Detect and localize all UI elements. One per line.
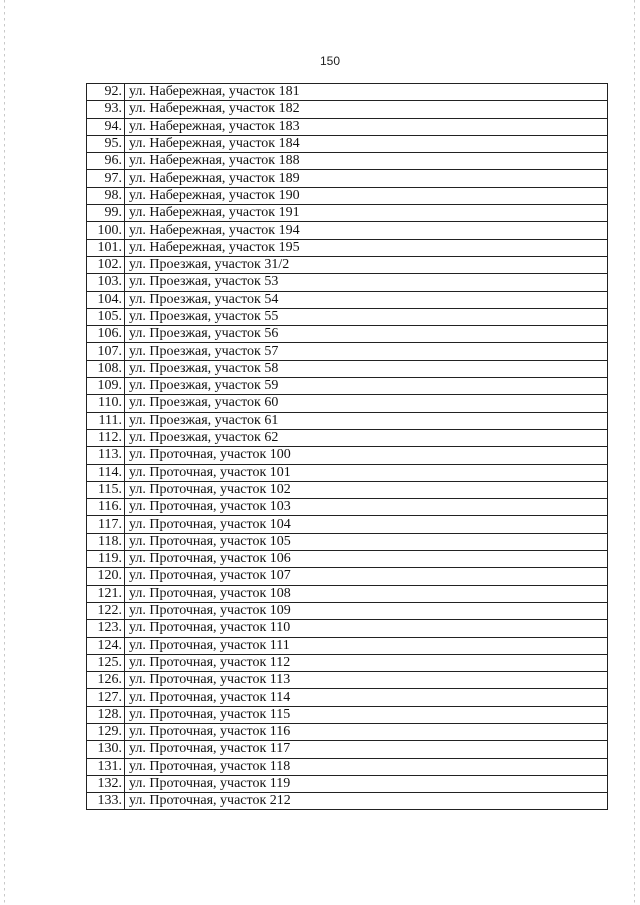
row-address: ул. Проезжая, участок 53: [125, 274, 608, 291]
row-address: ул. Проточная, участок 103: [125, 499, 608, 516]
row-number: 117.: [87, 516, 125, 533]
row-number: 116.: [87, 499, 125, 516]
table-row: [87, 672, 608, 689]
row-number: 97.: [87, 170, 125, 187]
right-edge-scan-marks: [634, 0, 635, 905]
row-number: 96.: [87, 153, 125, 170]
row-address: ул. Проезжая, участок 56: [125, 326, 608, 343]
row-number: 123.: [87, 620, 125, 637]
table-row: [87, 378, 608, 395]
row-number: 129.: [87, 723, 125, 740]
row-address: ул. Проточная, участок 104: [125, 516, 608, 533]
table-row: [87, 637, 608, 654]
table-row: [87, 205, 608, 222]
table-row: [87, 239, 608, 256]
table-row: [87, 793, 608, 810]
address-table-body: [87, 84, 608, 810]
row-number: 93.: [87, 101, 125, 118]
row-number: 126.: [87, 672, 125, 689]
row-address: ул. Проезжая, участок 57: [125, 343, 608, 360]
row-number: 101.: [87, 239, 125, 256]
table-row: [87, 654, 608, 671]
row-number: 105.: [87, 308, 125, 325]
row-address: ул. Проезжая, участок 54: [125, 291, 608, 308]
table-row: [87, 101, 608, 118]
table-row: [87, 222, 608, 239]
row-number: 94.: [87, 118, 125, 135]
row-address: ул. Проточная, участок 117: [125, 741, 608, 758]
row-address: ул. Проточная, участок 212: [125, 793, 608, 810]
row-address: ул. Набережная, участок 194: [125, 222, 608, 239]
row-number: 103.: [87, 274, 125, 291]
row-number: 104.: [87, 291, 125, 308]
row-address: ул. Проточная, участок 100: [125, 447, 608, 464]
row-number: 133.: [87, 793, 125, 810]
row-address: ул. Набережная, участок 182: [125, 101, 608, 118]
row-number: 120.: [87, 568, 125, 585]
row-address: ул. Набережная, участок 183: [125, 118, 608, 135]
row-address: ул. Набережная, участок 184: [125, 135, 608, 152]
row-number: 125.: [87, 654, 125, 671]
row-address: ул. Набережная, участок 189: [125, 170, 608, 187]
row-number: 106.: [87, 326, 125, 343]
row-address: ул. Проезжая, участок 55: [125, 308, 608, 325]
row-address: ул. Проточная, участок 109: [125, 602, 608, 619]
table-row: [87, 689, 608, 706]
table-row: [87, 343, 608, 360]
row-number: 92.: [87, 84, 125, 101]
row-address: ул. Проточная, участок 118: [125, 758, 608, 775]
table-row: [87, 758, 608, 775]
table-row: [87, 464, 608, 481]
table-row: [87, 602, 608, 619]
row-address: ул. Проточная, участок 102: [125, 481, 608, 498]
address-table: [86, 83, 608, 810]
table-row: [87, 585, 608, 602]
row-address: ул. Набережная, участок 191: [125, 205, 608, 222]
row-address: ул. Проточная, участок 107: [125, 568, 608, 585]
table-row: [87, 84, 608, 101]
row-address: ул. Набережная, участок 181: [125, 84, 608, 101]
table-row: [87, 412, 608, 429]
row-address: ул. Проезжая, участок 58: [125, 360, 608, 377]
table-row: [87, 429, 608, 446]
table-row: [87, 620, 608, 637]
table-row: [87, 706, 608, 723]
table-row: [87, 551, 608, 568]
row-number: 118.: [87, 533, 125, 550]
row-address: ул. Набережная, участок 195: [125, 239, 608, 256]
row-address: ул. Набережная, участок 190: [125, 187, 608, 204]
table-row: [87, 360, 608, 377]
table-row: [87, 291, 608, 308]
row-address: ул. Проезжая, участок 61: [125, 412, 608, 429]
row-address: ул. Проезжая, участок 31/2: [125, 256, 608, 273]
row-address: ул. Проточная, участок 105: [125, 533, 608, 550]
page-number: 150: [320, 54, 341, 68]
row-address: ул. Проточная, участок 114: [125, 689, 608, 706]
table-row: [87, 153, 608, 170]
row-number: 114.: [87, 464, 125, 481]
row-number: 131.: [87, 758, 125, 775]
table-row: [87, 741, 608, 758]
row-address: ул. Проезжая, участок 62: [125, 429, 608, 446]
row-number: 108.: [87, 360, 125, 377]
table-row: [87, 308, 608, 325]
row-address: ул. Набережная, участок 188: [125, 153, 608, 170]
table-row: [87, 395, 608, 412]
row-number: 119.: [87, 551, 125, 568]
table-row: [87, 499, 608, 516]
table-row: [87, 775, 608, 792]
table-row: [87, 516, 608, 533]
row-number: 102.: [87, 256, 125, 273]
table-row: [87, 135, 608, 152]
row-number: 98.: [87, 187, 125, 204]
row-number: 121.: [87, 585, 125, 602]
row-address: ул. Проезжая, участок 59: [125, 378, 608, 395]
row-number: 99.: [87, 205, 125, 222]
row-address: ул. Проточная, участок 106: [125, 551, 608, 568]
row-address: ул. Проточная, участок 119: [125, 775, 608, 792]
row-number: 128.: [87, 706, 125, 723]
row-address: ул. Проточная, участок 115: [125, 706, 608, 723]
table-row: [87, 170, 608, 187]
row-number: 127.: [87, 689, 125, 706]
row-address: ул. Проточная, участок 113: [125, 672, 608, 689]
table-row: [87, 274, 608, 291]
table-row: [87, 256, 608, 273]
table-row: [87, 447, 608, 464]
table-row: [87, 326, 608, 343]
table-row: [87, 187, 608, 204]
row-number: 111.: [87, 412, 125, 429]
table-row: [87, 723, 608, 740]
row-address: ул. Проточная, участок 116: [125, 723, 608, 740]
row-number: 112.: [87, 429, 125, 446]
table-row: [87, 118, 608, 135]
row-address: ул. Проточная, участок 108: [125, 585, 608, 602]
left-edge-scan-marks: [4, 0, 5, 905]
row-number: 95.: [87, 135, 125, 152]
row-number: 113.: [87, 447, 125, 464]
row-number: 109.: [87, 378, 125, 395]
table-row: [87, 568, 608, 585]
row-number: 132.: [87, 775, 125, 792]
row-address: ул. Проточная, участок 101: [125, 464, 608, 481]
table-row: [87, 533, 608, 550]
row-number: 122.: [87, 602, 125, 619]
row-number: 107.: [87, 343, 125, 360]
row-address: ул. Проточная, участок 112: [125, 654, 608, 671]
row-address: ул. Проточная, участок 110: [125, 620, 608, 637]
row-number: 130.: [87, 741, 125, 758]
row-address: ул. Проезжая, участок 60: [125, 395, 608, 412]
table-row: [87, 481, 608, 498]
row-number: 110.: [87, 395, 125, 412]
row-number: 124.: [87, 637, 125, 654]
row-number: 115.: [87, 481, 125, 498]
row-address: ул. Проточная, участок 111: [125, 637, 608, 654]
row-number: 100.: [87, 222, 125, 239]
